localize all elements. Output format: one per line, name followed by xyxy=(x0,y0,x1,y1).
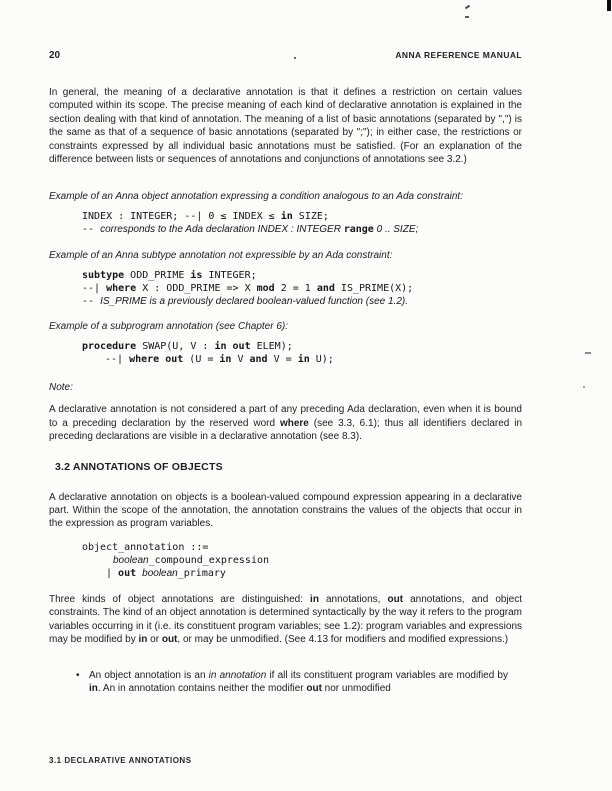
code-block-object-annotation xyxy=(49,210,522,236)
code-line: --| where out (U = in V and V = in U); xyxy=(105,354,334,366)
bnf-line: | out boolean_primary xyxy=(106,567,226,579)
bnf-line: boolean_compound_expression xyxy=(113,554,270,566)
code-line: INDEX : INTEGER; --| 0 ≤ INDEX ≤ in SIZE; xyxy=(82,211,329,223)
scan-artifact-speck xyxy=(583,386,585,388)
bullet-item xyxy=(49,669,522,696)
code-line: -- IS_PRIME is a previously declared boolean-valued function (see 1.2). xyxy=(82,296,409,308)
objects-paragraph: A declarative annotation on objects is a boolean-valued compound expression appearing in a declarative part. Within the scope of the annotation, the annotation constrains the values of the objects that occur in the expression as program variables. xyxy=(49,491,522,530)
example-subprogram-caption: Example of a subprogram annotation (see Chapter 6): xyxy=(49,321,289,333)
code-block-subtype-annotation xyxy=(49,269,522,308)
bullet-marker: • xyxy=(76,669,80,681)
manual-title: ANNA REFERENCE MANUAL xyxy=(395,50,522,60)
note-label: Note: xyxy=(49,382,73,394)
scan-artifact-speck xyxy=(585,352,591,354)
bullet-text: An object annotation is an in annotation if all its constituent program variables are modified by in. An in annotation contains neither the modifier out nor unmodified xyxy=(89,669,508,694)
code-block-subprogram-annotation xyxy=(49,340,522,366)
scan-artifact-pen-mark xyxy=(462,5,470,18)
code-line: procedure SWAP(U, V : in out ELEM); xyxy=(82,341,293,353)
kinds-paragraph: Three kinds of object annotations are distinguished: in annotations, out annotations, and object constraints. The kind of an object annotation is determined syntactically by the way it refers to the program variables occurring in it (i.e. its constituent program variables; see 1.2): program variables and expressions may be modified by in or out, or may be unmodified. (See 4.13 for modifiers and modified expressions.) xyxy=(49,593,522,646)
section-heading: 3.2 ANNOTATIONS OF OBJECTS xyxy=(55,460,223,473)
intro-paragraph: In general, the meaning of a declarative annotation is that it defines a restriction on certain values computed within its scope. The precise meaning of each kind of declarative annotation is explained in the section dealing with that kind of annotation. The meaning of a list of basic annotations (separated by ",") is the same as that of a sequence of basic annotations (separated by ";"); in either case, the restrictions or constraints expressed by all individual basic annotations must be satisfied. (For an explanation of the difference between lists or sequences of annotations and conjunctions of annotations see 3.2.) xyxy=(49,87,522,166)
code-line: subtype ODD_PRIME is INTEGER; xyxy=(82,270,257,282)
scan-artifact-corner-bar xyxy=(607,0,611,11)
bnf-block-object-annotation xyxy=(49,541,522,580)
page-header xyxy=(49,0,522,61)
page-footer: 3.1 DECLARATIVE ANNOTATIONS xyxy=(49,756,192,765)
bnf-line: object_annotation ::= xyxy=(82,541,209,553)
note-paragraph: A declarative annotation is not considered a part of any preceding Ada declaration, even when it is bound to a preceding declaration by the reserved word where (see 3.3, 6.1); thus all identifiers declared in preceding declarations are visible in a declarative annotation (see 8.3). xyxy=(49,404,523,443)
example-subtype-caption: Example of an Anna subtype annotation not expressible by an Ada constraint: xyxy=(49,250,393,262)
code-line: -- corresponds to the Ada declaration INDEX : INTEGER range 0 .. SIZE; xyxy=(82,224,419,236)
scan-artifact-speck xyxy=(294,57,296,59)
example-object-caption: Example of an Anna object annotation expressing a condition analogous to an Ada constraint: xyxy=(49,191,463,203)
page-number: 20 xyxy=(49,50,61,61)
code-line: --| where X : ODD_PRIME => X mod 2 = 1 and IS_PRIME(X); xyxy=(82,283,414,295)
